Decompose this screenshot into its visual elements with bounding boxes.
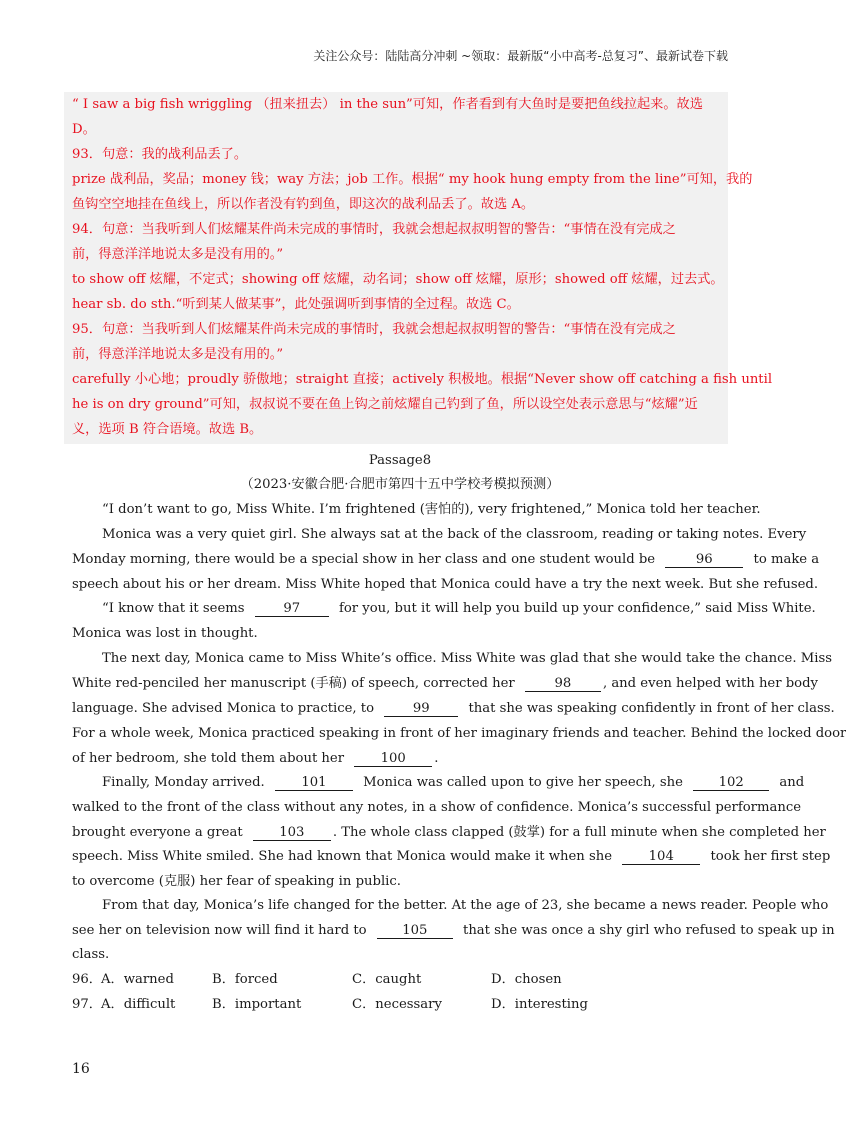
passage-line [72,701,835,717]
passage-line [72,676,818,692]
passage-line [102,601,816,617]
answer-line: D。 [72,122,96,137]
passage-text: that she was once a shy girl who refused to speak up in [463,923,835,938]
passage-text: “I know that it seems [102,601,245,616]
blank-104: 104 [622,850,700,865]
answer-line: 93．句意：我的战利品丢了。 [72,147,248,162]
passage-line: class. [72,947,110,962]
passage-text: Finally, Monday arrived. [102,775,265,790]
passage-source: （2023·安徽合肥·合肥市第四十五中学校考模拟预测） [240,477,560,492]
passage-paragraph: Monica was a very quiet girl. She always sat at the back of the classroom, reading or taking notes. Every [102,527,807,542]
passage-text: . [434,751,439,766]
passage-line: speech about his or her dream. Miss White hoped that Monica could have a try the next week. But she refused. [72,577,819,592]
passage-text: of her bedroom, she told them about her [72,751,345,766]
passage-text: took her first step [710,849,831,864]
answer-line: 鱼钩空空地挂在鱼线上，所以作者没有钓到鱼，即这次的战利品丢了。故选 A。 [72,197,535,212]
passage-line [72,849,830,865]
blank-99: 99 [384,702,458,717]
answer-line: carefully 小心地；proudly 骄傲地；straight 直接；actively 积极地。根据“Never show off catching a fish until [72,372,773,387]
page-header: 关注公众号：陆陆高分冲刺 ~领取：最新版“小中高考-总复习”、最新试卷下载 [313,49,728,63]
passage-line: Monica was lost in thought. [72,626,258,641]
page-number: 16 [72,1061,90,1077]
option-d[interactable]: D．interesting [491,997,588,1012]
passage-title: Passage8 [368,453,432,468]
blank-103: 103 [253,826,331,841]
question-number: 97． [72,997,102,1012]
passage-text: for you, but it will help you build up your confidence,” said Miss White. [338,601,816,616]
passage-line [72,923,835,939]
option-d[interactable]: D．chosen [491,972,562,987]
passage-text: brought everyone a great [72,825,243,840]
option-a[interactable]: A．warned [101,972,174,987]
question-number: 96． [72,972,102,987]
blank-100: 100 [354,752,432,767]
answer-line: 94．句意：当我听到人们炫耀某件尚未完成的事情时，我就会想起叔叔明智的警告：“事情在没有完成之 [72,222,676,237]
passage-text: and [779,775,805,790]
passage-text: White red-penciled her manuscript (手稿) of speech, corrected her [72,676,515,691]
blank-96: 96 [665,553,743,568]
blank-105: 105 [377,924,453,939]
passage-text: speech. Miss White smiled. She had known that Monica would make it when she [72,849,613,864]
passage-paragraph: “I don’t want to go, Miss White. I’m frightened (害怕的), very frightened,” Monica told her teacher. [102,502,761,517]
blank-101: 101 [275,776,353,791]
blank-102: 102 [693,776,769,791]
passage-line: to overcome (克服) her fear of speaking in public. [72,874,401,889]
passage-line [72,751,438,767]
answer-line: 前，得意洋洋地说太多是没有用的。” [72,347,284,362]
option-b[interactable]: B．forced [212,972,278,987]
answer-line: “ I saw a big fish wriggling （扭来扭去） in the sun”可知，作者看到有大鱼时是要把鱼线拉起来。故选 [72,97,703,112]
option-c[interactable]: C．necessary [352,997,442,1012]
passage-text: , and even helped with her body [602,676,819,691]
blank-98: 98 [525,677,601,692]
option-b[interactable]: B．important [212,997,302,1012]
passage-text: that she was speaking confidently in front of her class. [468,701,835,716]
option-a[interactable]: A．difficult [101,997,176,1012]
passage-text: Monday morning, there would be a special show in her class and one student would be [72,552,656,567]
answer-line: 前，得意洋洋地说太多是没有用的。” [72,247,284,262]
passage-line: From that day, Monica’s life changed for the better. At the age of 23, she became a news reader. People who [102,898,829,913]
passage-line: walked to the front of the class without any notes, in a show of confidence. Monica’s successful performance [72,800,802,815]
passage-text: language. She advised Monica to practice, to [72,701,375,716]
answer-line: he is on dry ground”可知，叔叔说不要在鱼上钩之前炫耀自己钓到了鱼，所以设空处表示意思与“炫耀”近 [72,397,698,412]
passage-text: see her on television now will find it hard to [72,923,367,938]
answer-line: prize 战利品，奖品；money 钱；way 方法；job 工作。根据“ my hook hung empty from the line”可知，我的 [72,172,753,187]
answer-line: 义，选项 B 符合语境。故选 B。 [72,422,263,437]
passage-text: to make a [753,552,820,567]
answer-line: hear sb. do sth.“听到某人做某事”，此处强调听到事情的全过程。故选 C。 [72,297,520,312]
blank-97: 97 [255,602,329,617]
answer-explanation-box [64,92,728,444]
passage-text: Monica was called upon to give her speech, she [363,775,683,790]
answer-line: 95．句意：当我听到人们炫耀某件尚未完成的事情时，我就会想起叔叔明智的警告：“事情在没有完成之 [72,322,676,337]
passage-line: The next day, Monica came to Miss White’s office. Miss White was glad that she would take the chance. Miss [102,651,832,666]
passage-line [102,775,804,791]
passage-line [72,825,826,841]
passage-line: For a whole week, Monica practiced speaking in front of her imaginary friends and teacher. Behind the locked door [72,726,846,741]
passage-line [72,552,819,568]
passage-text: . The whole class clapped (鼓掌) for a full minute when she completed her [332,825,826,840]
option-c[interactable]: C．caught [352,972,422,987]
answer-line: to show off 炫耀，不定式；showing off 炫耀，动名词；show off 炫耀，原形；showed off 炫耀，过去式。 [72,272,724,287]
